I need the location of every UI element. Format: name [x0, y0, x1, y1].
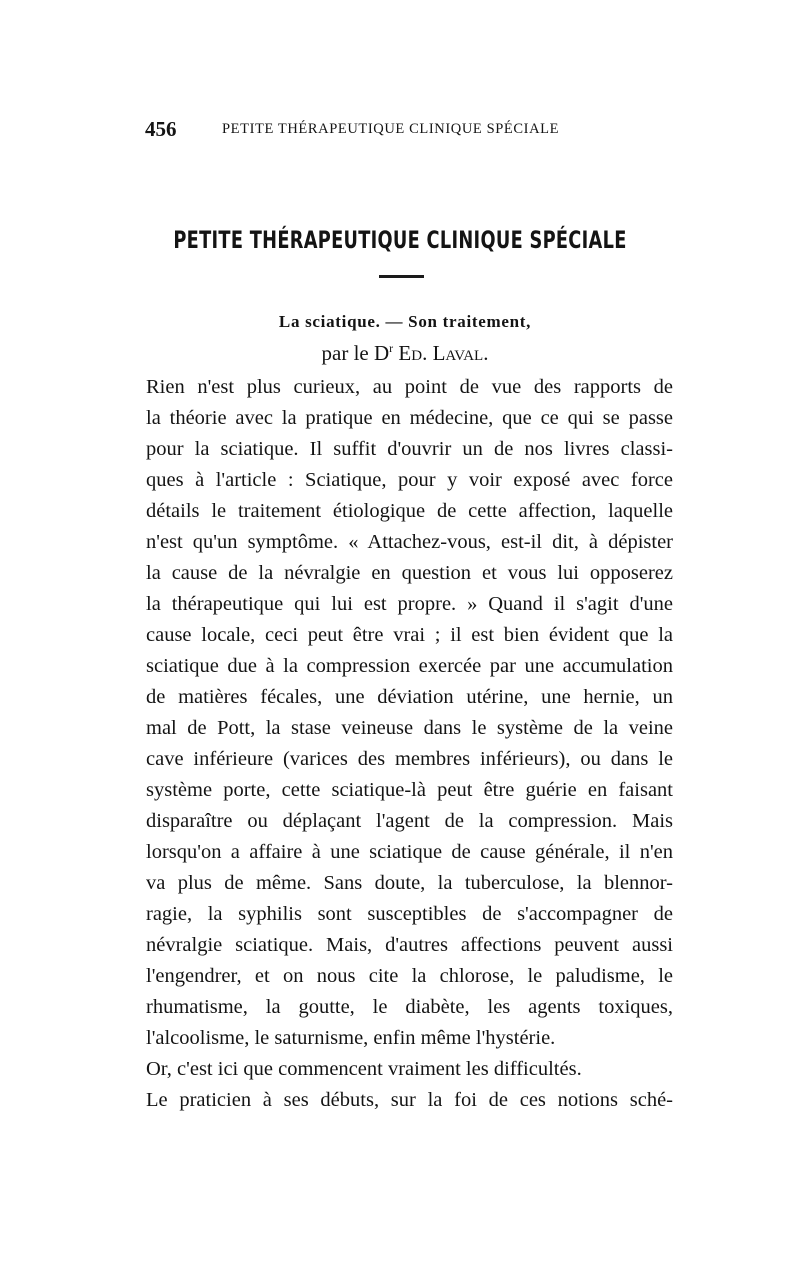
- title-rule: [379, 275, 424, 278]
- body-line: Or, c'est ici que commencent vraiment les difficultés.: [146, 1058, 582, 1080]
- body-line: n'est qu'un symptôme. « Attachez-vous, est-il dit, à dépister: [146, 531, 673, 553]
- body-line: névralgie sciatique. Mais, d'autres affections peuvent aussi: [146, 934, 673, 956]
- body-line: ragie, la syphilis sont susceptibles de s'accompagner de: [146, 903, 673, 925]
- body-line: sciatique due à la compression exercée par une accumulation: [146, 655, 673, 677]
- body-line: ques à l'article : Sciatique, pour y voir exposé avec force: [146, 469, 673, 491]
- body-line: système porte, cette sciatique-là peut être guérie en faisant: [146, 779, 673, 801]
- body-line: la thérapeutique qui lui est propre. » Quand il s'agit d'une: [146, 593, 673, 615]
- byline-name: Ed. Laval.: [393, 341, 489, 365]
- body-line: la théorie avec la pratique en médecine, que ce qui se passe: [146, 407, 673, 429]
- section-title: PETITE THÉRAPEUTIQUE CLINIQUE SPÉCIALE: [173, 226, 627, 254]
- byline-prefix: par le D: [321, 341, 390, 365]
- body-line: cave inférieure (varices des membres inférieurs), ou dans le: [146, 748, 673, 770]
- body-line: va plus de même. Sans doute, la tuberculose, la blennor-: [146, 872, 673, 894]
- body-line: de matières fécales, une déviation utérine, une hernie, un: [146, 686, 673, 708]
- body-line: détails le traitement étiologique de cette affection, laquelle: [146, 500, 673, 522]
- body-line: Le praticien à ses débuts, sur la foi de ces notions sché-: [146, 1089, 673, 1111]
- body-line: pour la sciatique. Il suffit d'ouvrir un de nos livres classi-: [146, 438, 673, 460]
- running-head: [145, 117, 675, 141]
- body-line: l'engendrer, et on nous cite la chlorose, le paludisme, le: [146, 965, 673, 987]
- body-line: mal de Pott, la stase veineuse dans le système de la veine: [146, 717, 673, 739]
- body-text: [146, 372, 673, 1116]
- running-head-title: PETITE THÉRAPEUTIQUE CLINIQUE SPÉCIALE: [222, 121, 560, 137]
- body-line: rhumatisme, la goutte, le diabète, les agents toxiques,: [146, 996, 673, 1018]
- byline-sup: r: [389, 341, 394, 355]
- body-line: cause locale, ceci peut être vrai ; il est bien évident que la: [146, 624, 673, 646]
- body-line: disparaître ou déplaçant l'agent de la compression. Mais: [146, 810, 673, 832]
- article-subtitle: La sciatique. — Son traitement,: [278, 312, 532, 331]
- body-line: l'alcoolisme, le saturnisme, enfin même l'hystérie.: [146, 1027, 556, 1049]
- body-line: la cause de la névralgie en question et vous lui opposerez: [146, 562, 673, 584]
- page-number: 456: [145, 117, 177, 141]
- body-line: Rien n'est plus curieux, au point de vue des rapports de: [146, 376, 673, 398]
- body-line: lorsqu'on a affaire à une sciatique de cause générale, il n'en: [146, 841, 673, 863]
- byline: [0, 341, 800, 366]
